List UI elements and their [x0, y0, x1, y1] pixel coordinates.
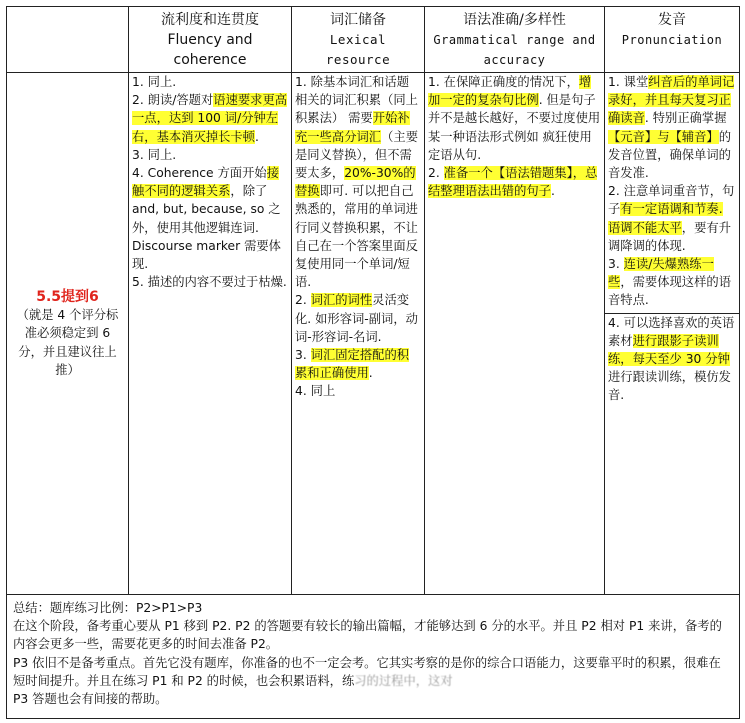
header-pron-en: Pronunciation: [621, 33, 723, 47]
lexical-item-3-highlight: 词汇固定搭配的积累和正确使用: [295, 348, 410, 381]
pron-item-1-mid: . 特别正确掌握: [644, 111, 727, 126]
pron-item-4-rest: 进行跟读训练，模仿发音.: [608, 370, 731, 403]
lexical-item-2: [295, 291, 421, 346]
grammar-item-2-highlight: 准备一个【语法错题集】，总结整理语法出错的句子: [428, 166, 598, 199]
grammar-item-2-end: .: [550, 184, 555, 199]
header-row: [7, 7, 740, 73]
grammar-item-1-text: 1. 在保障正确度的情况下，: [428, 75, 579, 89]
summary-line-3: [13, 654, 733, 690]
pron-item-4-text: 4. 可以选择喜欢的英语素材: [608, 315, 735, 348]
header-grammar: [425, 7, 605, 73]
fluency-item-2: [132, 91, 288, 146]
summary-line-1: 总结：题库练习比例：P2>P1>P3: [13, 601, 203, 615]
pron-item-2: [608, 182, 736, 255]
pron-item-1: [608, 73, 736, 182]
lexical-item-1-text: 1. 除基本词汇和话题相关的词汇积累（同上积累法） 需要: [295, 75, 418, 126]
lexical-item-4: 4. 同上: [295, 384, 336, 399]
pron-item-1-text: 1. 课堂: [608, 75, 649, 89]
lexical-item-1-mid: （主要是同义替换），但不需要太多，: [295, 129, 418, 181]
fluency-item-2-highlight: 语速要求更高一点，达到 100 词/分钟左右，基本消灭掉长卡顿: [132, 93, 288, 144]
lexical-item-3-num: 3.: [295, 348, 311, 363]
pronunciation-cell: [605, 73, 740, 595]
fluency-item-1: 1. 同上.: [132, 75, 177, 89]
pron-item-1-highlight-2: 【元音】与【辅音】: [608, 129, 719, 144]
lexical-item-1-rest: 即可. 可以把自己熟悉的，常用的单词进行同义替换积累，不让自己在一个答案里面反复使用同一个单词/短语.: [295, 184, 418, 290]
lexical-item-2-num: 2.: [295, 293, 311, 308]
pron-item-2-rest: ，要有升调降调的体现.: [608, 220, 731, 253]
lexical-item-2-highlight: 词汇的词性: [310, 293, 373, 308]
criteria-table: [6, 6, 740, 719]
header-lexical-zh: 词汇储备: [330, 12, 386, 28]
pron-item-3-highlight: 连读/失爆熟练一些: [608, 257, 714, 290]
summary-line-3-text: P3 依旧不是备考重点。首先它没有题库，你准备的也不一定会考。它其实考察的是你的综合口语能力，这要靠平时的积累，很难在短时间提升。并且在练习 P1 和 P2 的时候，也会积累语料，练: [13, 655, 721, 688]
header-pron-zh: 发音: [658, 12, 686, 28]
fluency-item-4: [132, 164, 288, 273]
header-pronunciation: [605, 7, 740, 73]
pron-item-2-highlight: 有一定语调和节奏. 语调不能太平: [608, 202, 723, 235]
lexical-item-1: [295, 73, 421, 291]
fluency-cell: [129, 73, 292, 595]
summary-line-4: P3 答题也会有间接的帮助。: [13, 692, 168, 707]
grammar-item-1-rest: . 但是句子并不是越长越好，不要过度使用某一种语法形式例如 疯狂使用定语从句.: [428, 93, 601, 162]
fluency-item-3: 3. 同上.: [132, 147, 177, 162]
summary-line-2: 在这个阶段，备考重心要从 P1 移到 P2. P2 的答题要有较长的输出篇幅，才能够达到 6 分的水平。并且 P2 相对 P1 来讲，备考的内容会更多一些，需要花更多的时间去准备 P2。: [13, 619, 722, 652]
summary-line-3-faded: 习的过程中，这对: [354, 673, 453, 688]
fluency-item-2-end: .: [254, 129, 259, 144]
fluency-item-4-highlight: 接触不同的逻辑关系: [132, 166, 279, 199]
summary-cell: [7, 595, 740, 719]
pron-item-4-highlight: 进行跟影子读训练，每天至少 30 分钟: [608, 333, 730, 367]
row-label-note: （就是 4 个评分标准必须稳定到 6 分，并且建议往上推）: [16, 308, 119, 377]
fluency-item-4-rest: ，除了 and, but, because, so 之外，使用其他逻辑连词. Discourse marker 需要体现.: [132, 184, 281, 272]
grammar-item-1: [428, 73, 601, 164]
pron-item-2-text: 2. 注意单词重音节，句子: [608, 184, 735, 217]
pron-item-4: [608, 314, 736, 405]
corner-cell: [7, 7, 129, 73]
header-fluency-en: Fluency and coherence: [167, 32, 253, 68]
pron-item-3-rest: ，需要体现这样的语音特点.: [608, 275, 731, 308]
pron-item-3-num: 3.: [608, 257, 624, 272]
header-lexical: [292, 7, 425, 73]
header-fluency: [129, 7, 292, 73]
fluency-item-4-text: 4. Coherence 方面开始: [132, 166, 267, 181]
fluency-item-5: 5. 描述的内容不要过于枯燥.: [132, 275, 287, 290]
grammar-item-2-num: 2.: [428, 166, 444, 181]
row-label-cell: [7, 73, 129, 595]
header-fluency-zh: 流利度和连贯度: [161, 12, 259, 28]
row-label-main: 5.5提到6: [36, 288, 99, 305]
grammar-item-2: [428, 164, 601, 200]
pron-item-1-rest: 的发音位置，确保单词的音发准.: [608, 129, 731, 181]
lexical-item-3: [295, 346, 421, 382]
header-grammar-zh: 语法准确/多样性: [463, 12, 566, 28]
pron-item-4-divider: [605, 313, 739, 405]
lexical-cell: [292, 73, 425, 595]
level-row: [7, 73, 740, 595]
lexical-item-2-rest: 灵活变化. 如形容词-副词，动词-形容词-名词.: [295, 293, 418, 344]
summary-row: [7, 595, 740, 719]
lexical-item-3-end: .: [368, 366, 373, 381]
lexical-item-1-highlight-2: 20%-30%的替换: [295, 166, 416, 199]
pron-item-1-highlight: 纠音后的单词记录好，并且每天复习正确读音: [608, 75, 735, 126]
pron-item-3: [608, 255, 736, 310]
lexical-item-1-highlight: 开始补充一些高分词汇: [295, 111, 410, 144]
header-grammar-en: Grammatical range and accuracy: [433, 33, 596, 67]
header-lexical-en: Lexical resource: [325, 32, 391, 67]
grammar-item-1-highlight: 增加一定的复杂句比例: [428, 75, 592, 108]
fluency-item-2-text: 2. 朗读/答题对: [132, 93, 214, 108]
grammar-cell: [425, 73, 605, 595]
